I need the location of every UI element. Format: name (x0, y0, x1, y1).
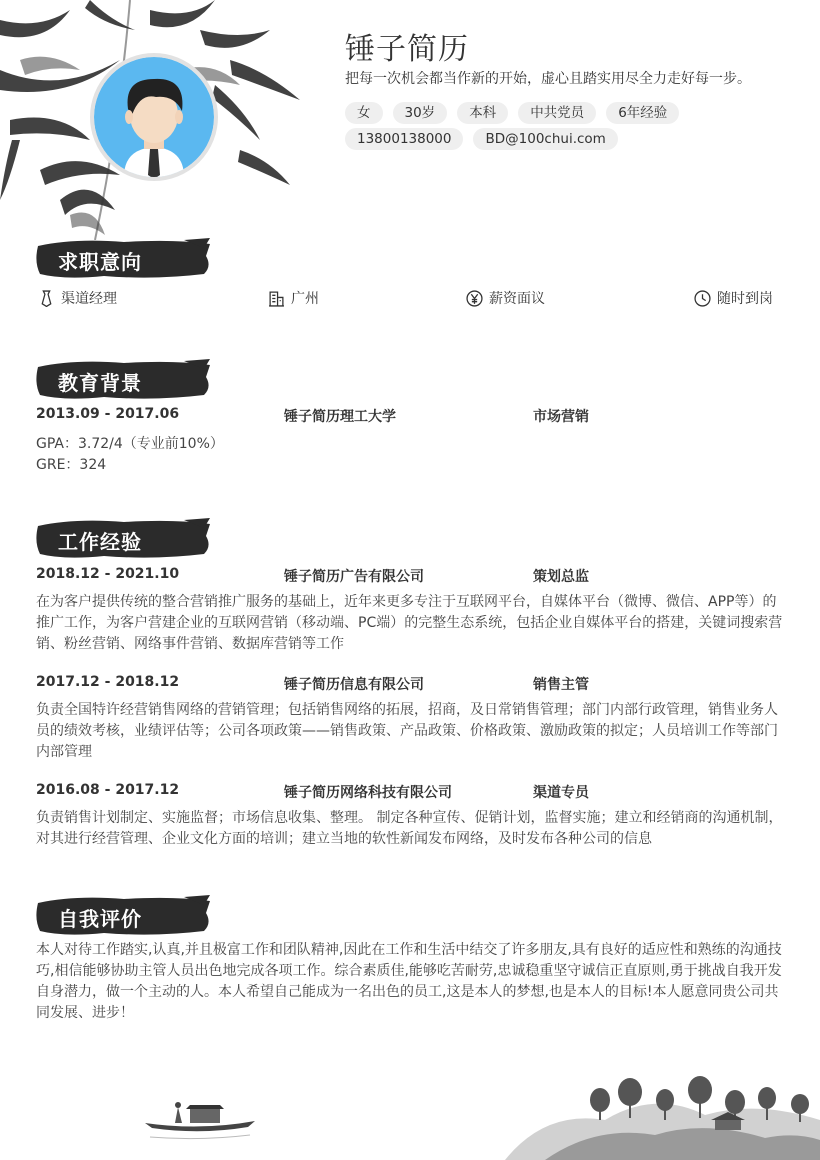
tag-degree: 本科 (457, 102, 508, 124)
intent-availability (694, 288, 773, 308)
avatar-illustration (94, 57, 214, 177)
work-role: 策划总监 (533, 569, 589, 585)
work-entry-3-header (36, 782, 796, 802)
intent-city-label: 广州 (291, 291, 319, 307)
tie-icon (38, 290, 55, 307)
education-gre: GRE：324 (36, 457, 107, 473)
work-company: 锤子简历广告有限公司 (284, 569, 424, 585)
section-header-education (34, 357, 214, 403)
section-title: 求职意向 (58, 250, 142, 274)
intent-position (38, 288, 117, 308)
education-school: 锤子简历理工大学 (284, 409, 396, 425)
boat-decoration (140, 1095, 260, 1145)
intent-position-label: 渠道经理 (61, 291, 117, 307)
contact-tags (345, 128, 805, 150)
avatar (90, 53, 218, 181)
self-evaluation-text: 本人对待工作踏实,认真,并且极富工作和团队精神,因此在工作和生活中结交了许多朋友,具有良好的适应性和熟练的沟通技巧,相信能够协助主管人员出色地完成各项工作。综合素质佳,能够吃苦耐劳,忠诚稳重坚守诚信正直原则,勇于挑战自我开发自身潜力，做一个主动的人。本人希望自己能成为一名出色的员工,这是本人的梦想,也是本人的目标!本人愿意同贵公司共同发展、进步！ (36, 942, 782, 1021)
work-role: 销售主管 (533, 677, 589, 693)
tag-party: 中共党员 (518, 102, 596, 124)
work-entry-2-description: 负责全国特许经营销售网络的营销管理；包括销售网络的拓展，招商，及日常销售管理；部门内部行政管理，销售业务人员的绩效考核，业绩评估等；公司各项政策——销售政策、产品政策、价格政策、激励政策的拟定；人员培训工作等部门内部管理 (36, 702, 778, 760)
section-title: 自我评价 (58, 907, 142, 931)
building-icon (268, 290, 285, 307)
education-entry-header (36, 406, 796, 426)
landscape-decoration (505, 1070, 820, 1160)
section-title: 工作经验 (58, 530, 142, 554)
education-gpa: GPA：3.72/4（专业前10%） (36, 436, 224, 452)
tag-email: BD@100chui.com (473, 128, 617, 150)
intent-city (268, 288, 319, 308)
section-title: 教育背景 (58, 371, 142, 395)
tag-age: 30岁 (393, 102, 448, 124)
work-entry-1-header (36, 566, 796, 586)
education-period: 2013.09 - 2017.06 (36, 406, 180, 422)
education-major: 市场营销 (533, 409, 589, 425)
section-header-intent (34, 236, 214, 282)
motto: 把每一次机会都当作新的开始，虚心且踏实用尽全力走好每一步。 (345, 71, 751, 87)
work-entry-2-header (36, 674, 796, 694)
yen-icon (466, 290, 483, 307)
section-header-work (34, 516, 214, 562)
work-entry-1-description: 在为客户提供传统的整合营销推广服务的基础上，近年来更多专注于互联网平台，自媒体平台（微博、微信、APP等）的推广工作，为客户营建企业的互联网营销（移动端、PC端）的完整生态系统，包括企业自媒体平台的搭建，关键词搜索营销、粉丝营销、网络事件营销、数据库营销等工作 (36, 594, 783, 652)
resume-title: 锤子简历 (345, 32, 469, 67)
clock-icon (694, 290, 711, 307)
work-role: 渠道专员 (533, 785, 589, 801)
personal-tags (345, 102, 805, 124)
work-period: 2016.08 - 2017.12 (36, 782, 180, 798)
job-intent-row (38, 288, 798, 310)
intent-availability-label: 随时到岗 (717, 291, 773, 307)
work-period: 2018.12 - 2021.10 (36, 566, 180, 582)
tag-gender: 女 (345, 102, 383, 124)
work-company: 锤子简历网络科技有限公司 (284, 785, 452, 801)
tag-phone: 13800138000 (345, 128, 463, 150)
tag-experience: 6年经验 (606, 102, 679, 124)
section-header-self (34, 893, 214, 939)
intent-salary (466, 288, 545, 308)
work-period: 2017.12 - 2018.12 (36, 674, 180, 690)
work-entry-3-description: 负责销售计划制定、实施监督；市场信息收集、整理。 制定各种宣传、促销计划，监督实施；建立和经销商的沟通机制，对其进行经营管理、企业文化方面的培训；建立当地的软性新闻发布网络，及时发布各种公司的信息 (36, 810, 783, 847)
work-company: 锤子简历信息有限公司 (284, 677, 424, 693)
intent-salary-label: 薪资面议 (489, 291, 545, 307)
